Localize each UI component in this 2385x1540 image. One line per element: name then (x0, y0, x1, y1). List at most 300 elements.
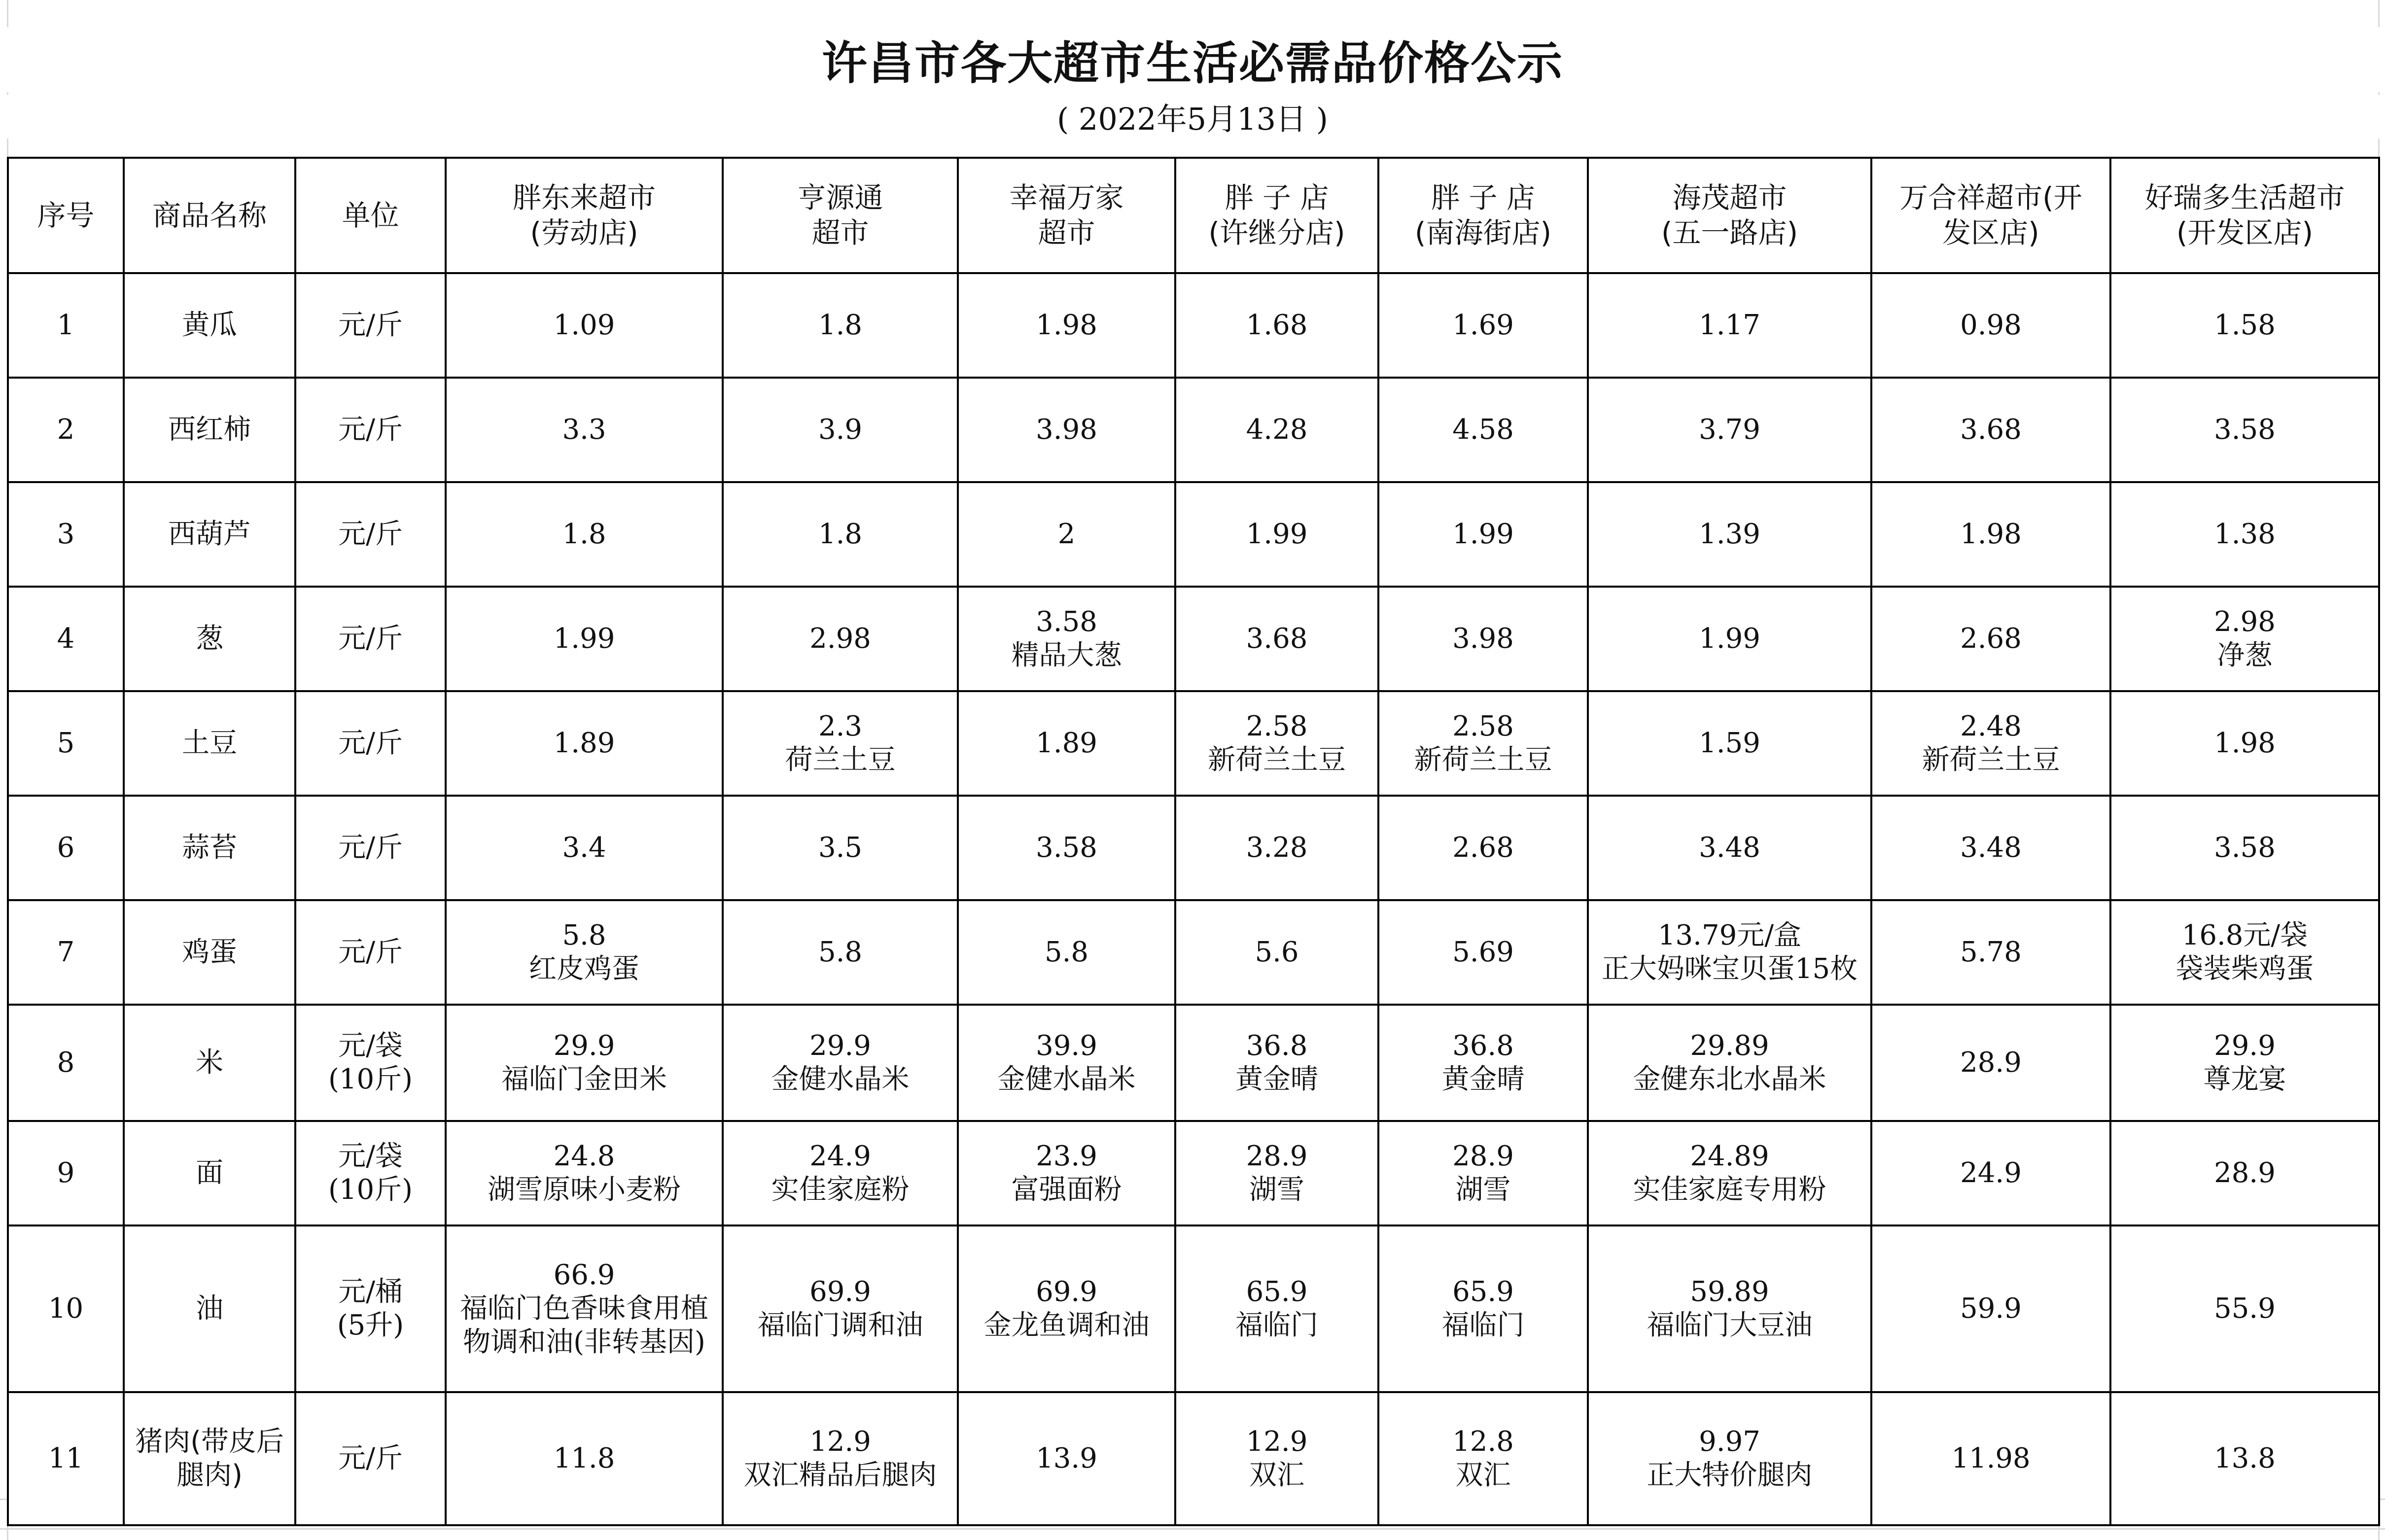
price-value: 13.79元/盒 (1657, 919, 1802, 951)
price-note: 实佳家庭粉 (771, 1174, 910, 1206)
product-name-text: 西葫芦 (168, 518, 251, 550)
price-note: 实佳家庭专用粉 (1633, 1174, 1826, 1206)
price-cell (958, 587, 1175, 691)
price-value: 23.9 (1036, 1140, 1097, 1172)
row-number (8, 273, 124, 378)
price-value: 2.58 (1452, 710, 1514, 742)
price-value: 69.9 (809, 1275, 871, 1308)
price-cell (1871, 1225, 2110, 1392)
price-note: 新荷兰土豆 (1922, 744, 2060, 776)
price-cell (1175, 1225, 1378, 1392)
row-number (8, 482, 124, 587)
price-cell (1871, 587, 2110, 691)
price-cell (958, 378, 1175, 482)
unit-text: 元/袋 (338, 1140, 403, 1172)
price-note: 尊龙宴 (2203, 1063, 2286, 1095)
price-value: 3.3 (562, 413, 606, 446)
column-header-label: 胖东来超市 (512, 181, 656, 215)
price-cell (723, 1121, 958, 1225)
price-cell (958, 482, 1175, 587)
table-row (8, 1392, 2379, 1525)
row-number (8, 691, 124, 796)
price-cell (958, 1392, 1175, 1525)
product-name-text: 黄瓜 (182, 309, 237, 341)
column-header-label: 好瑞多生活超市 (2144, 181, 2345, 215)
column-header (446, 158, 723, 273)
price-value: 1.38 (2214, 518, 2276, 550)
price-value: 1.68 (1246, 309, 1308, 341)
product-name-text: 腿肉) (176, 1459, 243, 1491)
price-note: 荷兰土豆 (785, 744, 896, 776)
row-number-text: 9 (57, 1156, 75, 1189)
price-value: 59.89 (1690, 1275, 1769, 1308)
column-header (295, 158, 446, 273)
price-cell (1175, 378, 1378, 482)
price-value: 3.9 (818, 413, 863, 446)
unit (295, 1121, 446, 1225)
row-number (8, 900, 124, 1005)
price-cell (1871, 900, 2110, 1005)
column-header-label: (开发区店) (2176, 216, 2314, 249)
column-header (1175, 158, 1378, 273)
unit (295, 378, 446, 482)
price-cell (446, 691, 723, 796)
column-header (2110, 158, 2379, 273)
price-value: 2.58 (1246, 710, 1308, 742)
price-value: 29.9 (2214, 1029, 2276, 1062)
table-row (8, 273, 2379, 378)
table-row (8, 587, 2379, 691)
price-note: 净葱 (2217, 639, 2273, 671)
price-value: 3.98 (1452, 622, 1514, 655)
price-value: 24.9 (1960, 1156, 2022, 1189)
row-number (8, 1392, 124, 1525)
product-name (124, 273, 295, 378)
row-number (8, 796, 124, 900)
product-name (124, 1392, 295, 1525)
column-header-label: 海茂超市 (1672, 181, 1787, 215)
unit-text: (10斤) (328, 1063, 413, 1095)
price-cell (2110, 1392, 2379, 1525)
price-note: 正大特价腿肉 (1647, 1459, 1813, 1491)
price-value: 24.89 (1690, 1140, 1769, 1172)
price-cell (1175, 273, 1378, 378)
price-value: 3.58 (1036, 605, 1097, 638)
table-row (8, 1225, 2379, 1392)
product-name (124, 1005, 295, 1121)
price-note: 黄金晴 (1441, 1063, 1525, 1095)
column-header-label: 序号 (37, 198, 95, 232)
unit-text: 元/斤 (338, 936, 403, 968)
price-value: 3.98 (1036, 413, 1097, 446)
price-cell (723, 1225, 958, 1392)
price-value: 24.9 (809, 1140, 871, 1172)
price-value: 1.8 (818, 518, 863, 550)
price-note: 精品大葱 (1011, 639, 1122, 671)
price-value: 1.09 (553, 309, 615, 341)
price-table (7, 157, 2380, 1526)
price-cell (2110, 1121, 2379, 1225)
price-note: 新荷兰土豆 (1208, 744, 1346, 776)
price-value: 39.9 (1036, 1029, 1097, 1062)
row-number-text: 6 (57, 831, 75, 864)
table-row (8, 1005, 2379, 1121)
page-title: 许昌市各大超市生活必需品价格公示 (0, 27, 2385, 92)
price-cell (2110, 378, 2379, 482)
price-cell (1175, 482, 1378, 587)
price-note: 袋装柴鸡蛋 (2175, 953, 2314, 985)
price-value: 12.9 (809, 1425, 871, 1458)
price-cell (1378, 1121, 1588, 1225)
price-value: 28.9 (1960, 1046, 2022, 1079)
column-header (124, 158, 295, 273)
price-value: 5.78 (1960, 936, 2022, 968)
price-value: 1.98 (1036, 309, 1097, 341)
product-name (124, 587, 295, 691)
price-note: 黄金晴 (1235, 1063, 1318, 1095)
price-cell (1588, 587, 1871, 691)
price-cell (958, 796, 1175, 900)
price-cell (1588, 1392, 1871, 1525)
row-number-text: 11 (48, 1442, 84, 1474)
price-cell (1175, 1005, 1378, 1121)
price-cell (1378, 482, 1588, 587)
price-value: 66.9 (553, 1259, 615, 1291)
price-cell (2110, 796, 2379, 900)
price-note: 新荷兰土豆 (1414, 744, 1552, 776)
price-value: 2.68 (1452, 831, 1514, 864)
price-value: 24.8 (553, 1140, 615, 1172)
price-cell (1871, 378, 2110, 482)
price-note: 金健水晶米 (771, 1063, 910, 1095)
price-value: 1.98 (1960, 518, 2022, 550)
column-header-label: (劳动店) (530, 216, 638, 249)
price-cell (1871, 482, 2110, 587)
product-name (124, 1225, 295, 1392)
price-cell (446, 1121, 723, 1225)
price-value: 36.8 (1246, 1029, 1308, 1062)
price-value: 12.8 (1452, 1425, 1514, 1458)
column-header-label: (南海街店) (1414, 216, 1552, 249)
product-name-text: 葱 (196, 622, 223, 655)
product-name-text: 面 (196, 1156, 223, 1189)
row-number-text: 2 (57, 413, 75, 446)
price-cell (446, 273, 723, 378)
unit-text: (5升) (337, 1309, 404, 1341)
price-value: 1.59 (1699, 727, 1760, 759)
unit-text: 元/斤 (338, 309, 403, 341)
price-cell (723, 1005, 958, 1121)
table-body (8, 273, 2379, 1525)
unit (295, 273, 446, 378)
price-value: 2.3 (818, 710, 863, 742)
row-number-text: 4 (57, 622, 75, 655)
price-value: 2.68 (1960, 622, 2022, 655)
row-number-text: 7 (57, 936, 75, 968)
price-note: 金健东北水晶米 (1633, 1063, 1826, 1095)
row-number (8, 1225, 124, 1392)
column-header-label: 幸福万家 (1009, 181, 1124, 215)
row-number (8, 1005, 124, 1121)
price-cell (446, 900, 723, 1005)
column-header-label: (许继分店) (1208, 216, 1345, 249)
price-cell (446, 796, 723, 900)
price-cell (2110, 691, 2379, 796)
price-value: 5.6 (1255, 936, 1299, 968)
price-value: 3.28 (1246, 831, 1308, 864)
price-value: 12.9 (1246, 1425, 1308, 1458)
column-header (958, 158, 1175, 273)
table-row (8, 378, 2379, 482)
price-value: 28.9 (1452, 1140, 1514, 1172)
price-cell (2110, 273, 2379, 378)
price-note: 湖雪 (1249, 1174, 1304, 1206)
price-value: 5.69 (1452, 936, 1514, 968)
price-value: 1.99 (1699, 622, 1760, 655)
product-name (124, 482, 295, 587)
price-cell (723, 587, 958, 691)
price-note: 福临门金田米 (501, 1063, 667, 1095)
price-cell (958, 1005, 1175, 1121)
unit (295, 1225, 446, 1392)
price-value: 4.28 (1246, 413, 1308, 446)
price-note: 福临门 (1235, 1309, 1318, 1341)
price-cell (1378, 273, 1588, 378)
price-cell (723, 482, 958, 587)
price-value: 1.99 (553, 622, 615, 655)
price-cell (446, 1392, 723, 1525)
column-header-label: 胖 子 店 (1225, 181, 1329, 215)
price-cell (1378, 691, 1588, 796)
price-value: 5.8 (1044, 936, 1089, 968)
column-header-label: (五一路店) (1661, 216, 1798, 249)
price-value: 1.17 (1699, 309, 1760, 341)
price-value: 9.97 (1699, 1425, 1760, 1458)
unit-text: 元/斤 (338, 831, 403, 864)
price-note: 福临门 (1441, 1309, 1525, 1341)
price-cell (958, 691, 1175, 796)
price-cell (723, 378, 958, 482)
unit-text: 元/斤 (338, 413, 403, 446)
product-name-text: 鸡蛋 (182, 936, 237, 968)
price-value: 3.5 (818, 831, 863, 864)
column-header-label: 万合祥超市(开 (1899, 181, 2082, 215)
price-value: 28.9 (1246, 1140, 1308, 1172)
price-note: 双汇 (1249, 1459, 1304, 1491)
unit-text: (10斤) (328, 1174, 413, 1206)
price-value: 3.58 (2214, 413, 2276, 446)
price-value: 1.8 (818, 309, 863, 341)
row-number (8, 1121, 124, 1225)
publish-date: ( 2022年5月13日 ) (0, 95, 2385, 139)
unit (295, 900, 446, 1005)
price-cell (446, 1225, 723, 1392)
table-row (8, 1121, 2379, 1225)
product-name-text: 米 (196, 1046, 223, 1079)
price-value: 29.89 (1690, 1029, 1769, 1062)
table-row (8, 796, 2379, 900)
unit-text: 元/桶 (338, 1275, 403, 1308)
price-cell (958, 1225, 1175, 1392)
price-note: 福临门调和油 (757, 1309, 923, 1341)
price-value: 5.8 (818, 936, 863, 968)
row-number-text: 3 (57, 518, 75, 550)
price-value: 59.9 (1960, 1292, 2022, 1325)
price-cell (1175, 691, 1378, 796)
price-value: 1.39 (1699, 518, 1760, 550)
price-cell (723, 796, 958, 900)
product-name-text: 猪肉(带皮后 (135, 1425, 284, 1458)
price-value: 3.48 (1960, 831, 2022, 864)
price-cell (2110, 900, 2379, 1005)
price-value: 65.9 (1452, 1275, 1514, 1308)
product-name (124, 1121, 295, 1225)
table-row (8, 482, 2379, 587)
price-cell (1871, 796, 2110, 900)
price-cell (723, 1392, 958, 1525)
price-cell (1175, 900, 1378, 1005)
unit (295, 1392, 446, 1525)
price-value: 11.8 (553, 1442, 615, 1474)
price-value: 1.99 (1246, 518, 1308, 550)
price-cell (446, 482, 723, 587)
price-cell (1588, 1005, 1871, 1121)
column-header (1588, 158, 1871, 273)
price-note: 双汇 (1455, 1459, 1511, 1491)
price-note: 湖雪原味小麦粉 (488, 1174, 681, 1206)
price-cell (446, 587, 723, 691)
price-value: 5.8 (562, 919, 606, 951)
price-value: 3.58 (1036, 831, 1097, 864)
column-header (1378, 158, 1588, 273)
price-note: 湖雪 (1455, 1174, 1511, 1206)
price-value: 13.9 (1036, 1442, 1097, 1474)
unit-text: 元/斤 (338, 727, 403, 759)
price-cell (1588, 273, 1871, 378)
price-value: 28.9 (2214, 1156, 2276, 1189)
column-header-label: 亨源通 (797, 181, 883, 215)
price-note: 福临门色香味食用植物调和油(非转基因) (460, 1292, 708, 1359)
price-cell (958, 1121, 1175, 1225)
price-value: 1.8 (562, 518, 606, 550)
price-cell (958, 273, 1175, 378)
price-value: 0.98 (1960, 309, 2022, 341)
unit (295, 691, 446, 796)
column-header-label: 商品名称 (152, 198, 267, 232)
product-name-text: 油 (196, 1292, 223, 1325)
price-cell (1871, 1005, 2110, 1121)
column-header-label: 单位 (342, 198, 399, 232)
price-cell (1378, 1005, 1588, 1121)
price-cell (446, 1005, 723, 1121)
column-header-label: 胖 子 店 (1431, 181, 1535, 215)
row-number-text: 5 (57, 727, 75, 759)
price-value: 3.58 (2214, 831, 2276, 864)
price-value: 16.8元/袋 (2181, 919, 2308, 951)
price-note: 正大妈咪宝贝蛋15枚 (1601, 953, 1858, 985)
price-cell (1871, 1392, 2110, 1525)
price-cell (1378, 1392, 1588, 1525)
price-note: 金健水晶米 (997, 1063, 1136, 1095)
price-cell (1588, 1121, 1871, 1225)
product-name (124, 378, 295, 482)
price-value: 1.89 (553, 727, 615, 759)
price-cell (1175, 587, 1378, 691)
price-note: 福临门大豆油 (1647, 1309, 1813, 1341)
column-header (8, 158, 124, 273)
price-value: 36.8 (1452, 1029, 1514, 1062)
price-value: 3.48 (1699, 831, 1760, 864)
row-number (8, 587, 124, 691)
table-row (8, 900, 2379, 1005)
price-value: 4.58 (1452, 413, 1514, 446)
price-cell (723, 273, 958, 378)
price-cell (1588, 900, 1871, 1005)
price-note: 红皮鸡蛋 (529, 953, 639, 985)
price-note: 金龙鱼调和油 (983, 1309, 1150, 1341)
price-cell (723, 900, 958, 1005)
price-cell (2110, 482, 2379, 587)
row-number (8, 378, 124, 482)
price-cell (446, 378, 723, 482)
price-value: 3.79 (1699, 413, 1760, 446)
price-value: 1.89 (1036, 727, 1097, 759)
price-cell (1871, 273, 2110, 378)
price-value: 55.9 (2214, 1292, 2276, 1325)
price-value: 69.9 (1036, 1275, 1097, 1308)
row-number-text: 10 (48, 1292, 84, 1325)
product-name (124, 796, 295, 900)
price-cell (2110, 587, 2379, 691)
product-name-text: 土豆 (182, 727, 237, 759)
price-cell (1588, 796, 1871, 900)
price-note: 双汇精品后腿肉 (743, 1459, 937, 1491)
row-number-text: 1 (57, 309, 75, 341)
price-cell (2110, 1005, 2379, 1121)
product-name (124, 900, 295, 1005)
column-header (1871, 158, 2110, 273)
price-cell (1588, 691, 1871, 796)
price-value: 1.58 (2214, 309, 2276, 341)
product-name (124, 691, 295, 796)
unit-text: 元/斤 (338, 622, 403, 655)
column-header-label: 发区店) (1942, 216, 2039, 249)
unit-text: 元/斤 (338, 1442, 403, 1474)
row-number-text: 8 (57, 1046, 75, 1079)
price-cell (1378, 900, 1588, 1005)
price-value: 65.9 (1246, 1275, 1308, 1308)
price-cell (1378, 1225, 1588, 1392)
price-value: 3.4 (562, 831, 606, 864)
price-cell (1588, 1225, 1871, 1392)
price-value: 3.68 (1960, 413, 2022, 446)
price-note: 富强面粉 (1011, 1174, 1122, 1206)
column-header-label: 超市 (1038, 216, 1095, 249)
price-value: 1.98 (2214, 727, 2276, 759)
price-cell (723, 691, 958, 796)
table-row (8, 691, 2379, 796)
price-cell (2110, 1225, 2379, 1392)
header-row (8, 158, 2379, 273)
price-value: 29.9 (553, 1029, 615, 1062)
price-value: 2.48 (1960, 710, 2022, 742)
price-cell (958, 900, 1175, 1005)
price-value: 29.9 (809, 1029, 871, 1062)
price-value: 13.8 (2214, 1442, 2276, 1474)
price-value: 2 (1057, 518, 1076, 550)
unit-text: 元/斤 (338, 518, 403, 550)
price-cell (1378, 587, 1588, 691)
